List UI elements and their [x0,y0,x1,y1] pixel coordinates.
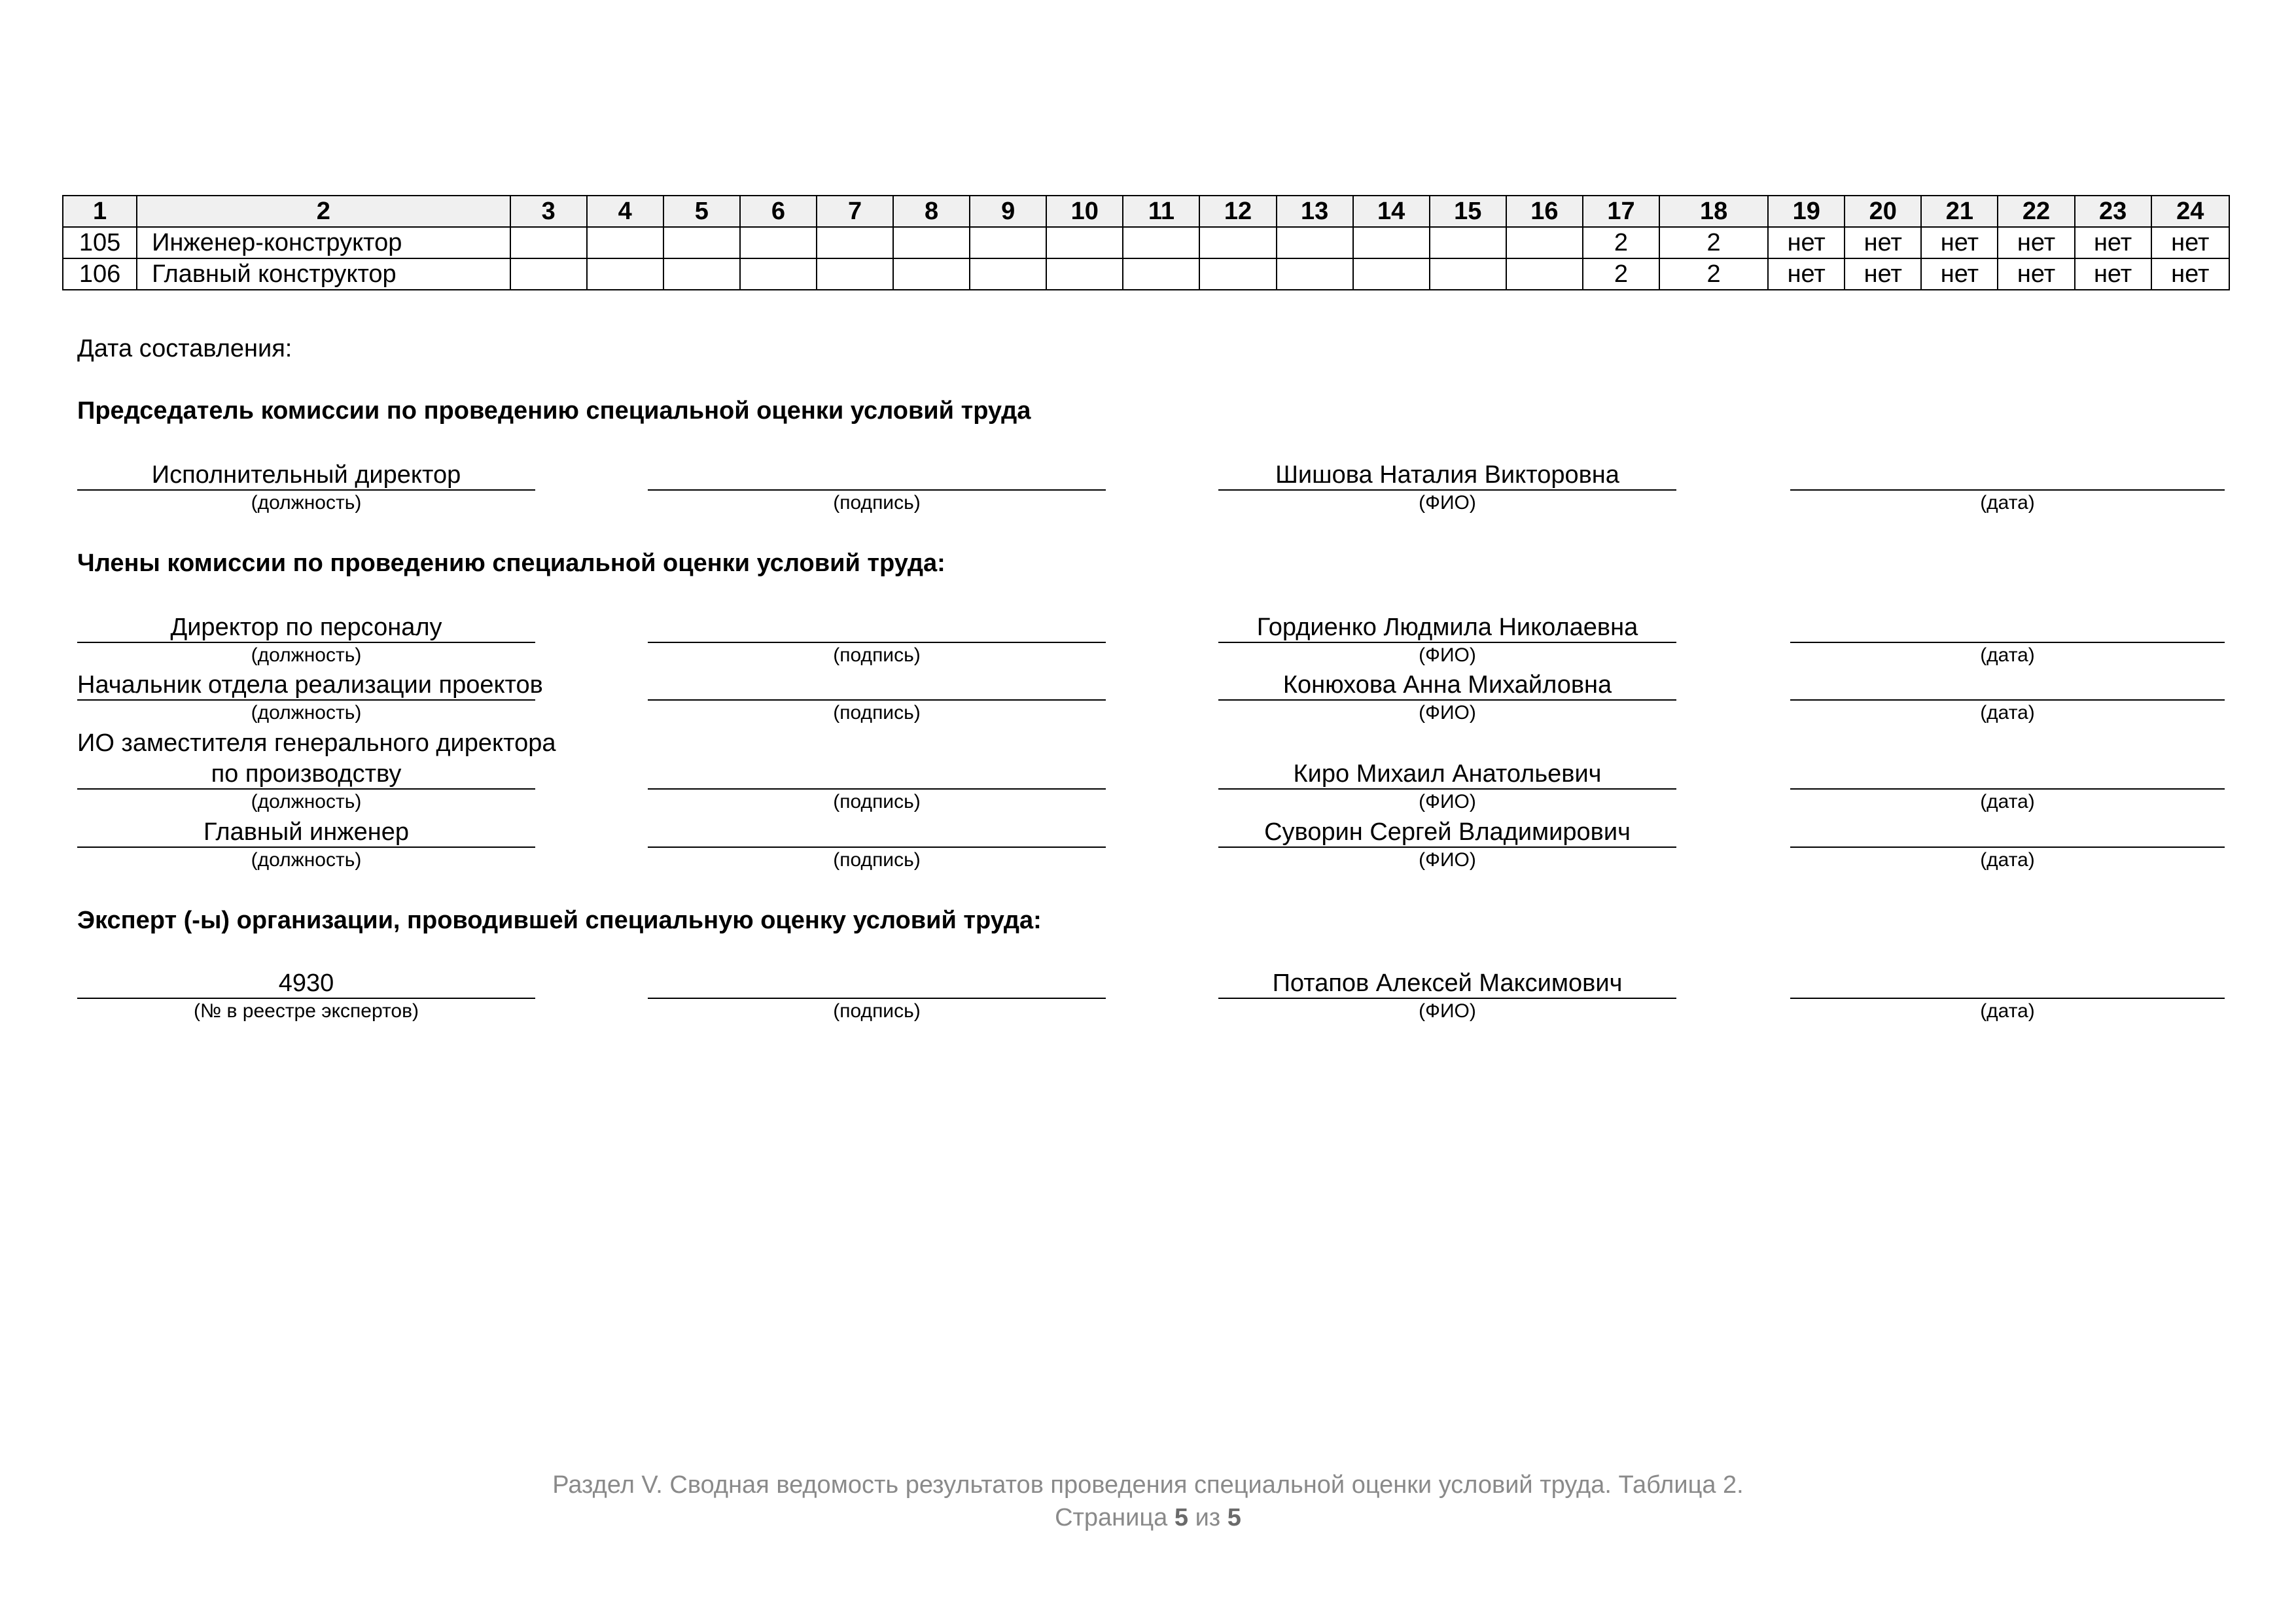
table-cell [817,227,893,258]
signature-line [648,846,1106,848]
date-caption: (дата) [1980,644,2035,666]
table-cell [970,227,1046,258]
table-cell [510,227,587,258]
table-cell [740,258,817,290]
table-cell: нет [2151,258,2229,290]
fio-line [1218,998,1676,999]
position-caption: (должность) [251,492,362,514]
table-cell [587,258,663,290]
table-cell: нет [1998,227,2074,258]
table-cell: нет [1845,258,1921,290]
position-value-line2: по производству [211,760,402,788]
fio-line [1218,642,1676,643]
position-caption: (должность) [251,849,362,871]
table-cell: нет [2075,227,2151,258]
fio-value: Киро Михаил Анатольевич [1293,760,1602,788]
table-cell [1430,258,1506,290]
table-cell: 106 [63,258,137,290]
registry-number-value: 4930 [278,969,334,997]
fio-caption: (ФИО) [1419,644,1476,666]
table-cell [1277,227,1353,258]
table-cell: нет [1921,258,1998,290]
footer-section-title: Раздел V. Сводная ведомость результатов проведения специальной оценки условий труда. Таблица 2. [552,1471,1744,1499]
page-word: Страница [1055,1504,1168,1531]
table-cell [663,258,740,290]
date-line [1790,846,2225,848]
page-current: 5 [1174,1504,1188,1531]
table-cell [1430,227,1506,258]
column-header: 2 [137,196,510,227]
column-header: 23 [2075,196,2151,227]
table-cell: нет [1845,227,1921,258]
table-cell [510,258,587,290]
column-header: 20 [1845,196,1921,227]
table-cell: 2 [1583,258,1659,290]
summary-table [62,195,2230,290]
signature-line [648,699,1106,701]
column-header: 8 [893,196,970,227]
table-cell: нет [1998,258,2074,290]
table-cell [1046,258,1123,290]
table-cell [1277,258,1353,290]
chair-heading: Председатель комиссии по проведению специальной оценки условий труда [77,397,1031,425]
column-header: 18 [1659,196,1768,227]
column-header: 1 [63,196,137,227]
position-value-line1: ИО заместителя генерального директора [77,729,556,757]
position-caption: (должность) [251,791,362,812]
table-row [63,227,2229,258]
table-cell [893,258,970,290]
table-cell [1199,227,1276,258]
fio-value: Гордиенко Людмила Николаевна [1256,614,1638,641]
signature-line [648,642,1106,643]
signature-line [648,788,1106,790]
table-cell: 2 [1583,227,1659,258]
table-header-row [63,196,2229,227]
fio-line [1218,699,1676,701]
position-line [77,699,535,701]
signature-caption: (подпись) [833,849,921,871]
footer-page-number [0,1501,2296,1534]
fio-line [1218,846,1676,848]
signature-line [648,489,1106,491]
fio-value: Потапов Алексей Максимович [1272,969,1623,997]
column-header: 9 [970,196,1046,227]
table-row [63,258,2229,290]
date-caption: (дата) [1980,702,2035,724]
members-heading: Члены комиссии по проведению специальной оценки условий труда: [77,550,945,577]
column-header: 11 [1123,196,1199,227]
date-line [1790,699,2225,701]
table-cell: Главный конструктор [137,258,510,290]
table-cell [1353,258,1430,290]
page-total: 5 [1227,1504,1241,1531]
signature-caption: (подпись) [833,1000,921,1022]
date-caption: (дата) [1980,492,2035,514]
position-caption: (должность) [251,702,362,724]
signature-caption: (подпись) [833,791,921,812]
column-header: 4 [587,196,663,227]
fio-value: Шишова Наталия Викторовна [1275,461,1619,489]
signature-caption: (подпись) [833,492,921,514]
fio-caption: (ФИО) [1419,1000,1476,1022]
expert-heading: Эксперт (-ы) организации, проводившей специальную оценку условий труда: [77,907,1042,934]
column-header: 24 [2151,196,2229,227]
date-line [1790,788,2225,790]
date-line [1790,489,2225,491]
signature-line [648,998,1106,999]
column-header: 14 [1353,196,1430,227]
table-cell [1506,227,1583,258]
date-label: Дата составления: [77,335,292,362]
table-cell [1123,258,1199,290]
registry-caption: (№ в реестре экспертов) [193,1000,419,1022]
fio-line [1218,788,1676,790]
table-cell: нет [2151,227,2229,258]
column-header: 17 [1583,196,1659,227]
date-caption: (дата) [1980,791,2035,812]
position-value: Начальник отдела реализации проектов [77,671,543,699]
position-value: Главный инженер [203,818,410,846]
position-value: Исполнительный директор [151,461,461,489]
table-cell [663,227,740,258]
table-cell [1353,227,1430,258]
table-cell [1046,227,1123,258]
table-cell: 2 [1659,227,1768,258]
registry-line [77,998,535,999]
table-cell [970,258,1046,290]
column-header: 22 [1998,196,2074,227]
column-header: 16 [1506,196,1583,227]
signature-caption: (подпись) [833,702,921,724]
table-cell [1199,258,1276,290]
position-caption: (должность) [251,644,362,666]
fio-caption: (ФИО) [1419,791,1476,812]
table-cell: 105 [63,227,137,258]
fio-caption: (ФИО) [1419,492,1476,514]
column-header: 7 [817,196,893,227]
column-header: 12 [1199,196,1276,227]
table-cell [587,227,663,258]
position-line [77,788,535,790]
fio-value: Конюхова Анна Михайловна [1282,671,1612,699]
date-line [1790,998,2225,999]
fio-caption: (ФИО) [1419,849,1476,871]
date-caption: (дата) [1980,1000,2035,1022]
table-cell [1506,258,1583,290]
table-cell [1123,227,1199,258]
column-header: 19 [1768,196,1845,227]
table-cell: нет [1768,227,1845,258]
column-header: 3 [510,196,587,227]
date-line [1790,642,2225,643]
position-line [77,489,535,491]
position-line [77,846,535,848]
table-cell [893,227,970,258]
column-header: 6 [740,196,817,227]
fio-line [1218,489,1676,491]
column-header: 13 [1277,196,1353,227]
table-cell: нет [2075,258,2151,290]
fio-caption: (ФИО) [1419,702,1476,724]
column-header: 21 [1921,196,1998,227]
table-cell: 2 [1659,258,1768,290]
table-cell: нет [1768,258,1845,290]
signature-caption: (подпись) [833,644,921,666]
position-line [77,642,535,643]
page-of: из [1195,1504,1221,1531]
fio-value: Суворин Сергей Владимирович [1264,818,1631,846]
table-cell [817,258,893,290]
table-cell: нет [1921,227,1998,258]
column-header: 10 [1046,196,1123,227]
table-cell: Инженер-конструктор [137,227,510,258]
column-header: 15 [1430,196,1506,227]
table-cell [740,227,817,258]
position-value: Директор по персоналу [170,614,442,641]
column-header: 5 [663,196,740,227]
date-caption: (дата) [1980,849,2035,871]
